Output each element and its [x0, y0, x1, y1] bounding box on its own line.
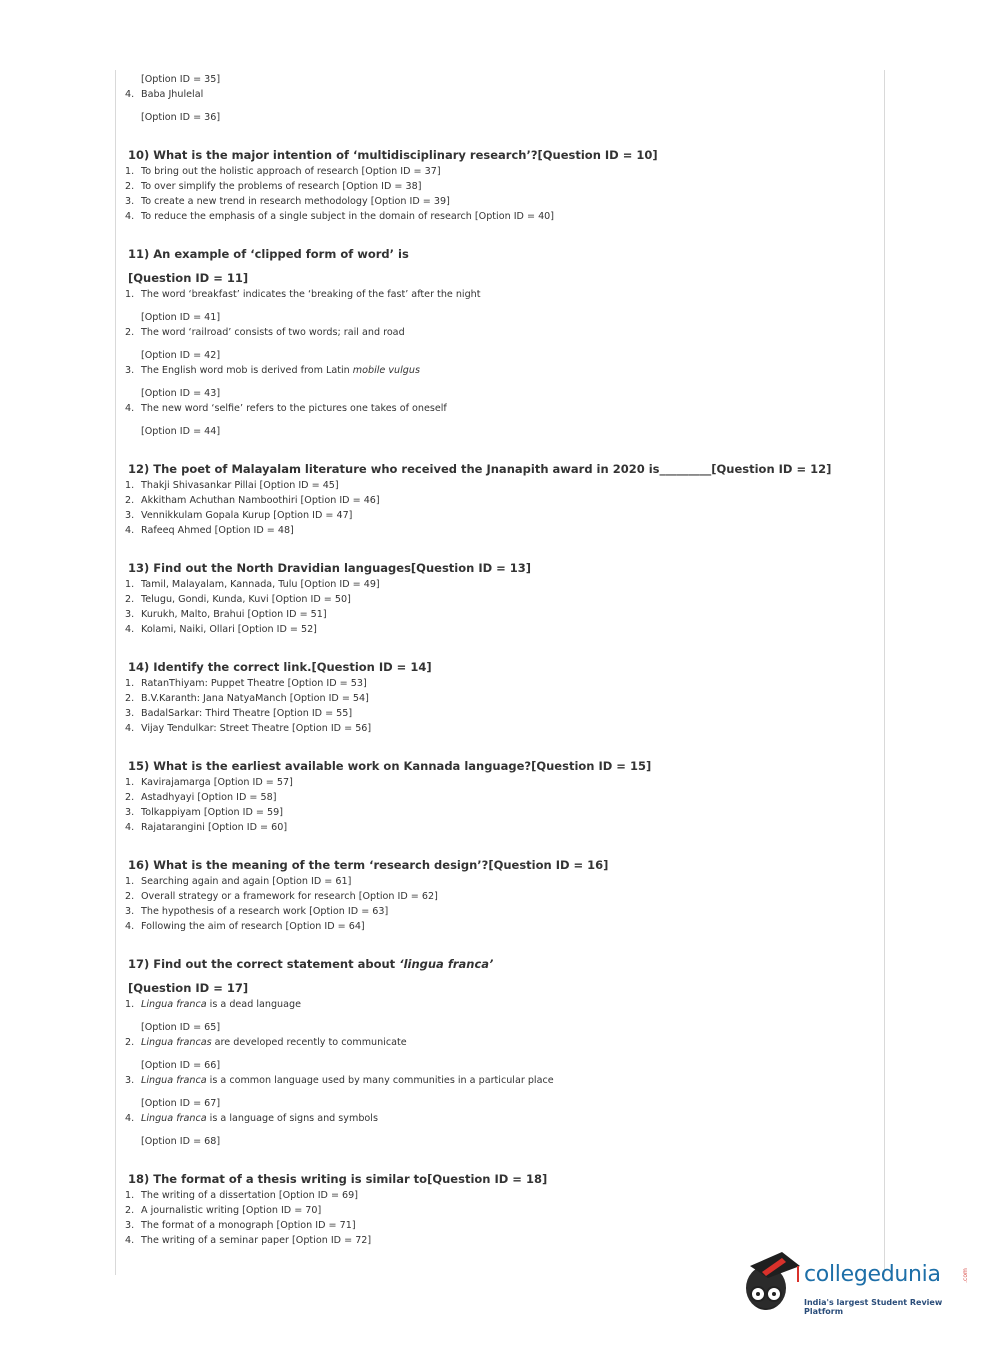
question-title: 12) The poet of Malayalam literature who received the Jnanapith award in 2020 is_________[Question ID = 12] [128, 462, 832, 476]
option-id: [Option ID = 36] [141, 112, 221, 123]
option: 1. Kavirajamarga [Option ID = 57] [125, 777, 293, 788]
option: 4. Vijay Tendulkar: Street Theatre [Option ID = 56] [125, 723, 372, 734]
carryover-options [125, 72, 865, 125]
option-id: [Option ID = 43] [141, 388, 221, 399]
option: 4. Rajatarangini [Option ID = 60] [125, 822, 288, 833]
question-title: 18) The format of a thesis writing is similar to[Question ID = 18] [128, 1172, 548, 1186]
question-id: [Question ID = 17] [128, 981, 249, 995]
question-title: 16) What is the meaning of the term ‘research design’?[Question ID = 16] [128, 858, 609, 872]
option: 3. Kurukh, Malto, Brahui [Option ID = 51] [125, 609, 327, 620]
collegedunia-logo[interactable] [742, 1248, 972, 1320]
option: 2. The word ‘railroad’ consists of two words; rail and road [125, 327, 405, 338]
option-id: [Option ID = 65] [141, 1022, 221, 1033]
option: 3. To create a new trend in research methodology [Option ID = 39] [125, 196, 450, 207]
option: 1. Searching again and again [Option ID = 61] [125, 876, 352, 887]
option: 1. The writing of a dissertation [Option ID = 69] [125, 1190, 359, 1201]
mascot-icon [742, 1248, 802, 1320]
question-title: 10) What is the major intention of ‘multidisciplinary research’?[Question ID = 10] [128, 148, 658, 162]
option: 3. The hypothesis of a research work [Option ID = 63] [125, 906, 389, 917]
option: 2. Astadhyayi [Option ID = 58] [125, 792, 277, 803]
question-17 [125, 956, 865, 1149]
question-10 [125, 147, 865, 224]
option: 4. Lingua franca is a language of signs and symbols [125, 1113, 378, 1124]
option: 2. Akkitham Achuthan Namboothiri [Option ID = 46] [125, 495, 380, 506]
option: 4. Kolami, Naiki, Ollari [Option ID = 52] [125, 624, 317, 635]
right-margin-rule [884, 70, 885, 1275]
question-paper [125, 72, 865, 1264]
question-13 [125, 560, 865, 637]
option: 1. Thakji Shivasankar Pillai [Option ID = 45] [125, 480, 339, 491]
question-15 [125, 758, 865, 835]
question-id: [Question ID = 11] [128, 271, 249, 285]
option: 4. Rafeeq Ahmed [Option ID = 48] [125, 525, 294, 536]
question-18 [125, 1171, 865, 1248]
question-16 [125, 857, 865, 934]
logo-suffix: .com [961, 1268, 969, 1283]
question-title: 14) Identify the correct link.[Question ID = 14] [128, 660, 432, 674]
option-id: [Option ID = 41] [141, 312, 221, 323]
logo-name: collegedunia [804, 1262, 941, 1287]
option-id: [Option ID = 68] [141, 1136, 221, 1147]
question-12 [125, 461, 865, 538]
option-id: [Option ID = 35] [141, 74, 221, 85]
left-margin-rule [115, 70, 116, 1275]
option: 1. Tamil, Malayalam, Kannada, Tulu [Option ID = 49] [125, 579, 380, 590]
option: 1. Lingua franca is a dead language [125, 999, 301, 1010]
option: 2. A journalistic writing [Option ID = 70] [125, 1205, 322, 1216]
option: 3. Tolkappiyam [Option ID = 59] [125, 807, 283, 818]
question-title: 11) An example of ‘clipped form of word’ is [128, 247, 409, 261]
option-id: [Option ID = 67] [141, 1098, 221, 1109]
option: 3. Lingua franca is a common language used by many communities in a particular place [125, 1075, 554, 1086]
option: 4. The writing of a seminar paper [Option ID = 72] [125, 1235, 372, 1246]
option: 3. BadalSarkar: Third Theatre [Option ID = 55] [125, 708, 353, 719]
question-14 [125, 659, 865, 736]
question-title: 17) Find out the correct statement about ‘lingua franca’ [128, 957, 494, 971]
option: 4. Following the aim of research [Option ID = 64] [125, 921, 365, 932]
option-id: [Option ID = 42] [141, 350, 221, 361]
option: 1. RatanThiyam: Puppet Theatre [Option ID = 53] [125, 678, 367, 689]
question-11 [125, 246, 865, 439]
option: 1. To bring out the holistic approach of research [Option ID = 37] [125, 166, 441, 177]
option: 4. To reduce the emphasis of a single subject in the domain of research [Option ID = 40] [125, 211, 555, 222]
logo-tagline: India's largest Student Review Platform [804, 1298, 943, 1316]
option: 2. To over simplify the problems of research [Option ID = 38] [125, 181, 422, 192]
option-id: [Option ID = 44] [141, 426, 221, 437]
option: 2. Lingua francas are developed recently to communicate [125, 1037, 407, 1048]
option: 2. B.V.Karanth: Jana NatyaManch [Option ID = 54] [125, 693, 369, 704]
option: 4. Baba Jhulelal [125, 89, 204, 100]
option: 3. The format of a monograph [Option ID = 71] [125, 1220, 356, 1231]
option: 3. Vennikkulam Gopala Kurup [Option ID = 47] [125, 510, 353, 521]
question-title: 15) What is the earliest available work on Kannada language?[Question ID = 15] [128, 759, 652, 773]
option-id: [Option ID = 66] [141, 1060, 221, 1071]
option: 3. The English word mob is derived from Latin mobile vulgus [125, 365, 420, 376]
option: 2. Overall strategy or a framework for research [Option ID = 62] [125, 891, 438, 902]
option: 2. Telugu, Gondi, Kunda, Kuvi [Option ID = 50] [125, 594, 351, 605]
option: 1. The word ‘breakfast’ indicates the ‘breaking of the fast’ after the night [125, 289, 481, 300]
option: 4. The new word ‘selfie’ refers to the pictures one takes of oneself [125, 403, 447, 414]
question-title: 13) Find out the North Dravidian languages[Question ID = 13] [128, 561, 532, 575]
